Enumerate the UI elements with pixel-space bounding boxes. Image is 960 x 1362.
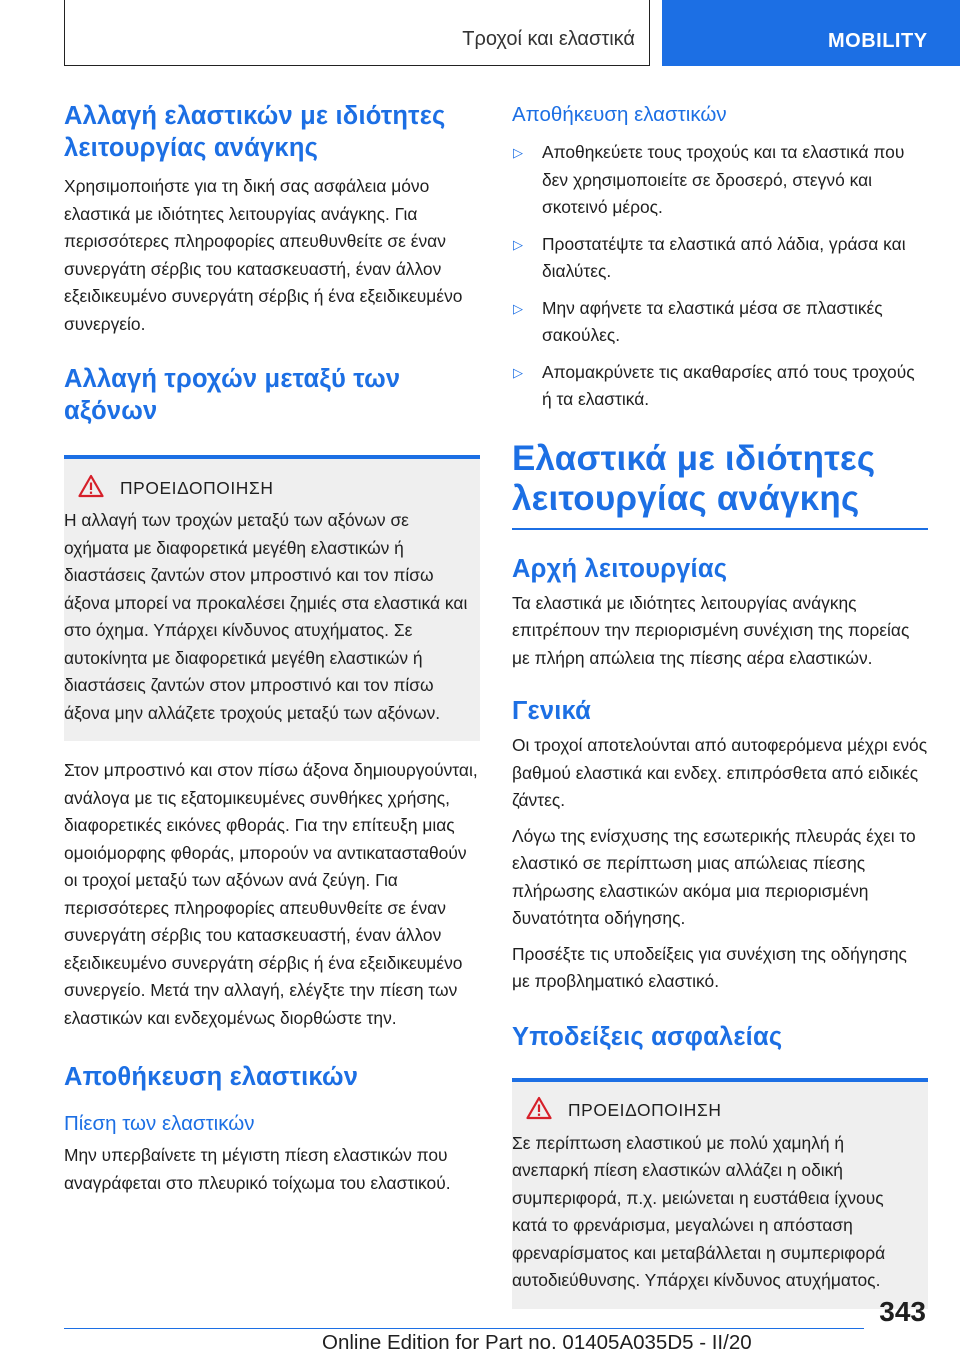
triangle-bullet-icon: ▷ [513, 364, 523, 380]
heading-general: Γενικά [512, 697, 591, 725]
list-item: ▷ Μην αφήνετε τα ελαστικά μέσα σε πλαστικές σακούλες. [512, 295, 928, 350]
heading-tire-pressure: Πίεση των ελαστικών [64, 1112, 255, 1135]
left-column [64, 100, 480, 1197]
paragraph-runflat-change: Χρησιμοποιήστε για τη δική σας ασφάλεια μόνο ελαστικά με ιδιότητες λειτουργίας ανάγκης. Για περισσότερες πληροφορίες απευθυνθείτε σε έναν συνεργάτη σέρβις του κατασκευαστή, έναν άλλον εξειδικευμένο συνεργάτη σέρβις ή ένα εξειδικευμένο συνεργείο. [64, 176, 463, 334]
triangle-bullet-icon: ▷ [513, 300, 523, 316]
warning-triangle-icon [526, 1096, 552, 1125]
paragraph-tire-pressure: Μην υπερβαίνετε τη μέγιστη πίεση ελαστικών που αναγράφεται στο πλευρικό τοίχωμα του ελαστικού. [64, 1145, 451, 1193]
heading-tire-storage: Αποθήκευση ελαστικών [64, 1063, 359, 1091]
warning-title: ΠΡΟΕΙΔΟΠΟΙΗΣΗ [568, 1100, 722, 1120]
header-box [64, 0, 650, 66]
warning-text: Η αλλαγή των τροχών μεταξύ των αξόνων σε οχήματα με διαφορετικά μεγέθη ελαστικών ή διαστάσεις ζαντών στον μπροστινό και τον πίσω άξονα μπορεί να προκαλέσει ζημιές στα ελαστικά και στο όχημα. Υπάρχει κίνδυνος ατυχήματος. Σε αυτοκίνητα με διαφορετικά μεγέθη ελαστικών ή διαστάσεις ζαντών στον μπροστινό και τον πίσω άξονα μην αλλάζετε τροχούς μεταξύ των αξόνων. [64, 510, 468, 723]
warning-box-axle [64, 455, 480, 741]
paragraph-general-1: Οι τροχοί αποτελούνται από αυτοφερόμενα μέχρι ενός βαθμού ελαστικά και ενδεχ. επιπρόσθετα από ειδικές ζάντες. [512, 735, 928, 810]
right-column [512, 100, 928, 1309]
list-item: ▷ Αποθηκεύετε τους τροχούς και τα ελαστικά που δεν χρησιμοποιείτε σε δροσερό, στεγνό και σκοτεινό μέρος. [512, 139, 928, 222]
chapter-heading-block [512, 439, 928, 530]
triangle-bullet-icon: ▷ [513, 236, 523, 252]
list-item: ▷ Απομακρύνετε τις ακαθαρσίες από τους τροχούς ή τα ελαστικά. [512, 359, 928, 414]
footer-divider [64, 1328, 864, 1329]
chapter-tab-label: MOBILITY [828, 30, 928, 52]
list-item: ▷ Προστατέψτε τα ελαστικά από λάδια, γράσα και διαλύτες. [512, 231, 928, 286]
storage-bullet-list [512, 139, 928, 414]
section-title: Τροχοί και ελαστικά [462, 28, 635, 50]
warning-triangle-icon [78, 474, 104, 503]
paragraph-principle: Τα ελαστικά με ιδιότητες λειτουργίας ανάγκης επιτρέπουν την περιορισμένη συνέχιση της πορείας με πλήρη απώλεια της πίεσης αέρα ελαστικών. [512, 592, 910, 668]
heading-principle: Αρχή λειτουργίας [512, 554, 728, 583]
warning-text: Σε περίπτωση ελαστικού με πολύ χαμηλή ή ανεπαρκή πίεση ελαστικών αλλάζει η οδική συμπεριφορά, π.χ. μειώνεται η ευστάθεια ίχνους κατά το φρενάρισμα, μεγαλώνει η απόσταση φρεναρίσματος και μεταβάλλεται η συμπεριφορά αυτοδιεύθυνσης. Υπάρχει κίνδυνος ατυχήματος. [512, 1132, 886, 1290]
warning-title: ΠΡΟΕΙΔΟΠΟΙΗΣΗ [120, 477, 274, 498]
warning-header [64, 473, 470, 503]
chapter-tab[interactable] [662, 0, 960, 66]
footer-edition-text: Online Edition for Part no. 01405A035D5 - II/20 [322, 1331, 752, 1354]
paragraph-general-2: Λόγω της ενίσχυσης της εσωτερικής πλευράς έχει το ελαστικό σε περίπτωση μιας απώλειας πίεσης πλήρωσης ελαστικών ακόμα μια περιορισμένη δυνατότητα οδήγησης. [512, 825, 916, 928]
warning-header [512, 1096, 918, 1126]
paragraph-axle-swap: Στον μπροστινό και στον πίσω άξονα δημιουργούνται, ανάλογα με τις εξατομικευμένες συνθήκες χρήσης, διαφορετικές εικόνες φθοράς. Για την επίτευξη μιας ομοιόμορφης φθοράς, μπορούν να αντικατασταθούν οι τροχοί μεταξύ των αξόνων ανά ζεύγη. Για περισσότερες πληροφορίες απευθυνθείτε σε έναν συνεργάτη σέρβις του κατασκευαστή, έναν άλλον εξειδικευμένο συνεργάτη σέρβις ή ένα εξειδικευμένο συνεργείο. Μετά την αλλαγή, ελέγξτε την πίεση των ελαστικών και ενδεχομένως διορθώστε την. [64, 760, 478, 1028]
heading-tire-storage-right: Αποθήκευση ελαστικών [512, 103, 727, 126]
triangle-bullet-icon: ▷ [513, 145, 523, 160]
heading-axle-swap: Αλλαγή τροχών μεταξύ των αξόνων [64, 365, 401, 425]
warning-box-safety [512, 1078, 928, 1309]
heading-runflat-tires: Ελαστικά με ιδιότητες λειτουργίας ανάγκης [512, 438, 876, 518]
heading-runflat-change: Αλλαγή ελαστικών με ιδιότητες λειτουργίας ανάγκης [64, 102, 446, 162]
heading-safety: Υποδείξεις ασφαλείας [512, 1022, 783, 1051]
paragraph-general-3: Προσέξτε τις υποδείξεις για συνέχιση της οδήγησης με προβληματικό ελαστικό. [512, 943, 907, 991]
page-number: 343 [879, 1296, 926, 1327]
